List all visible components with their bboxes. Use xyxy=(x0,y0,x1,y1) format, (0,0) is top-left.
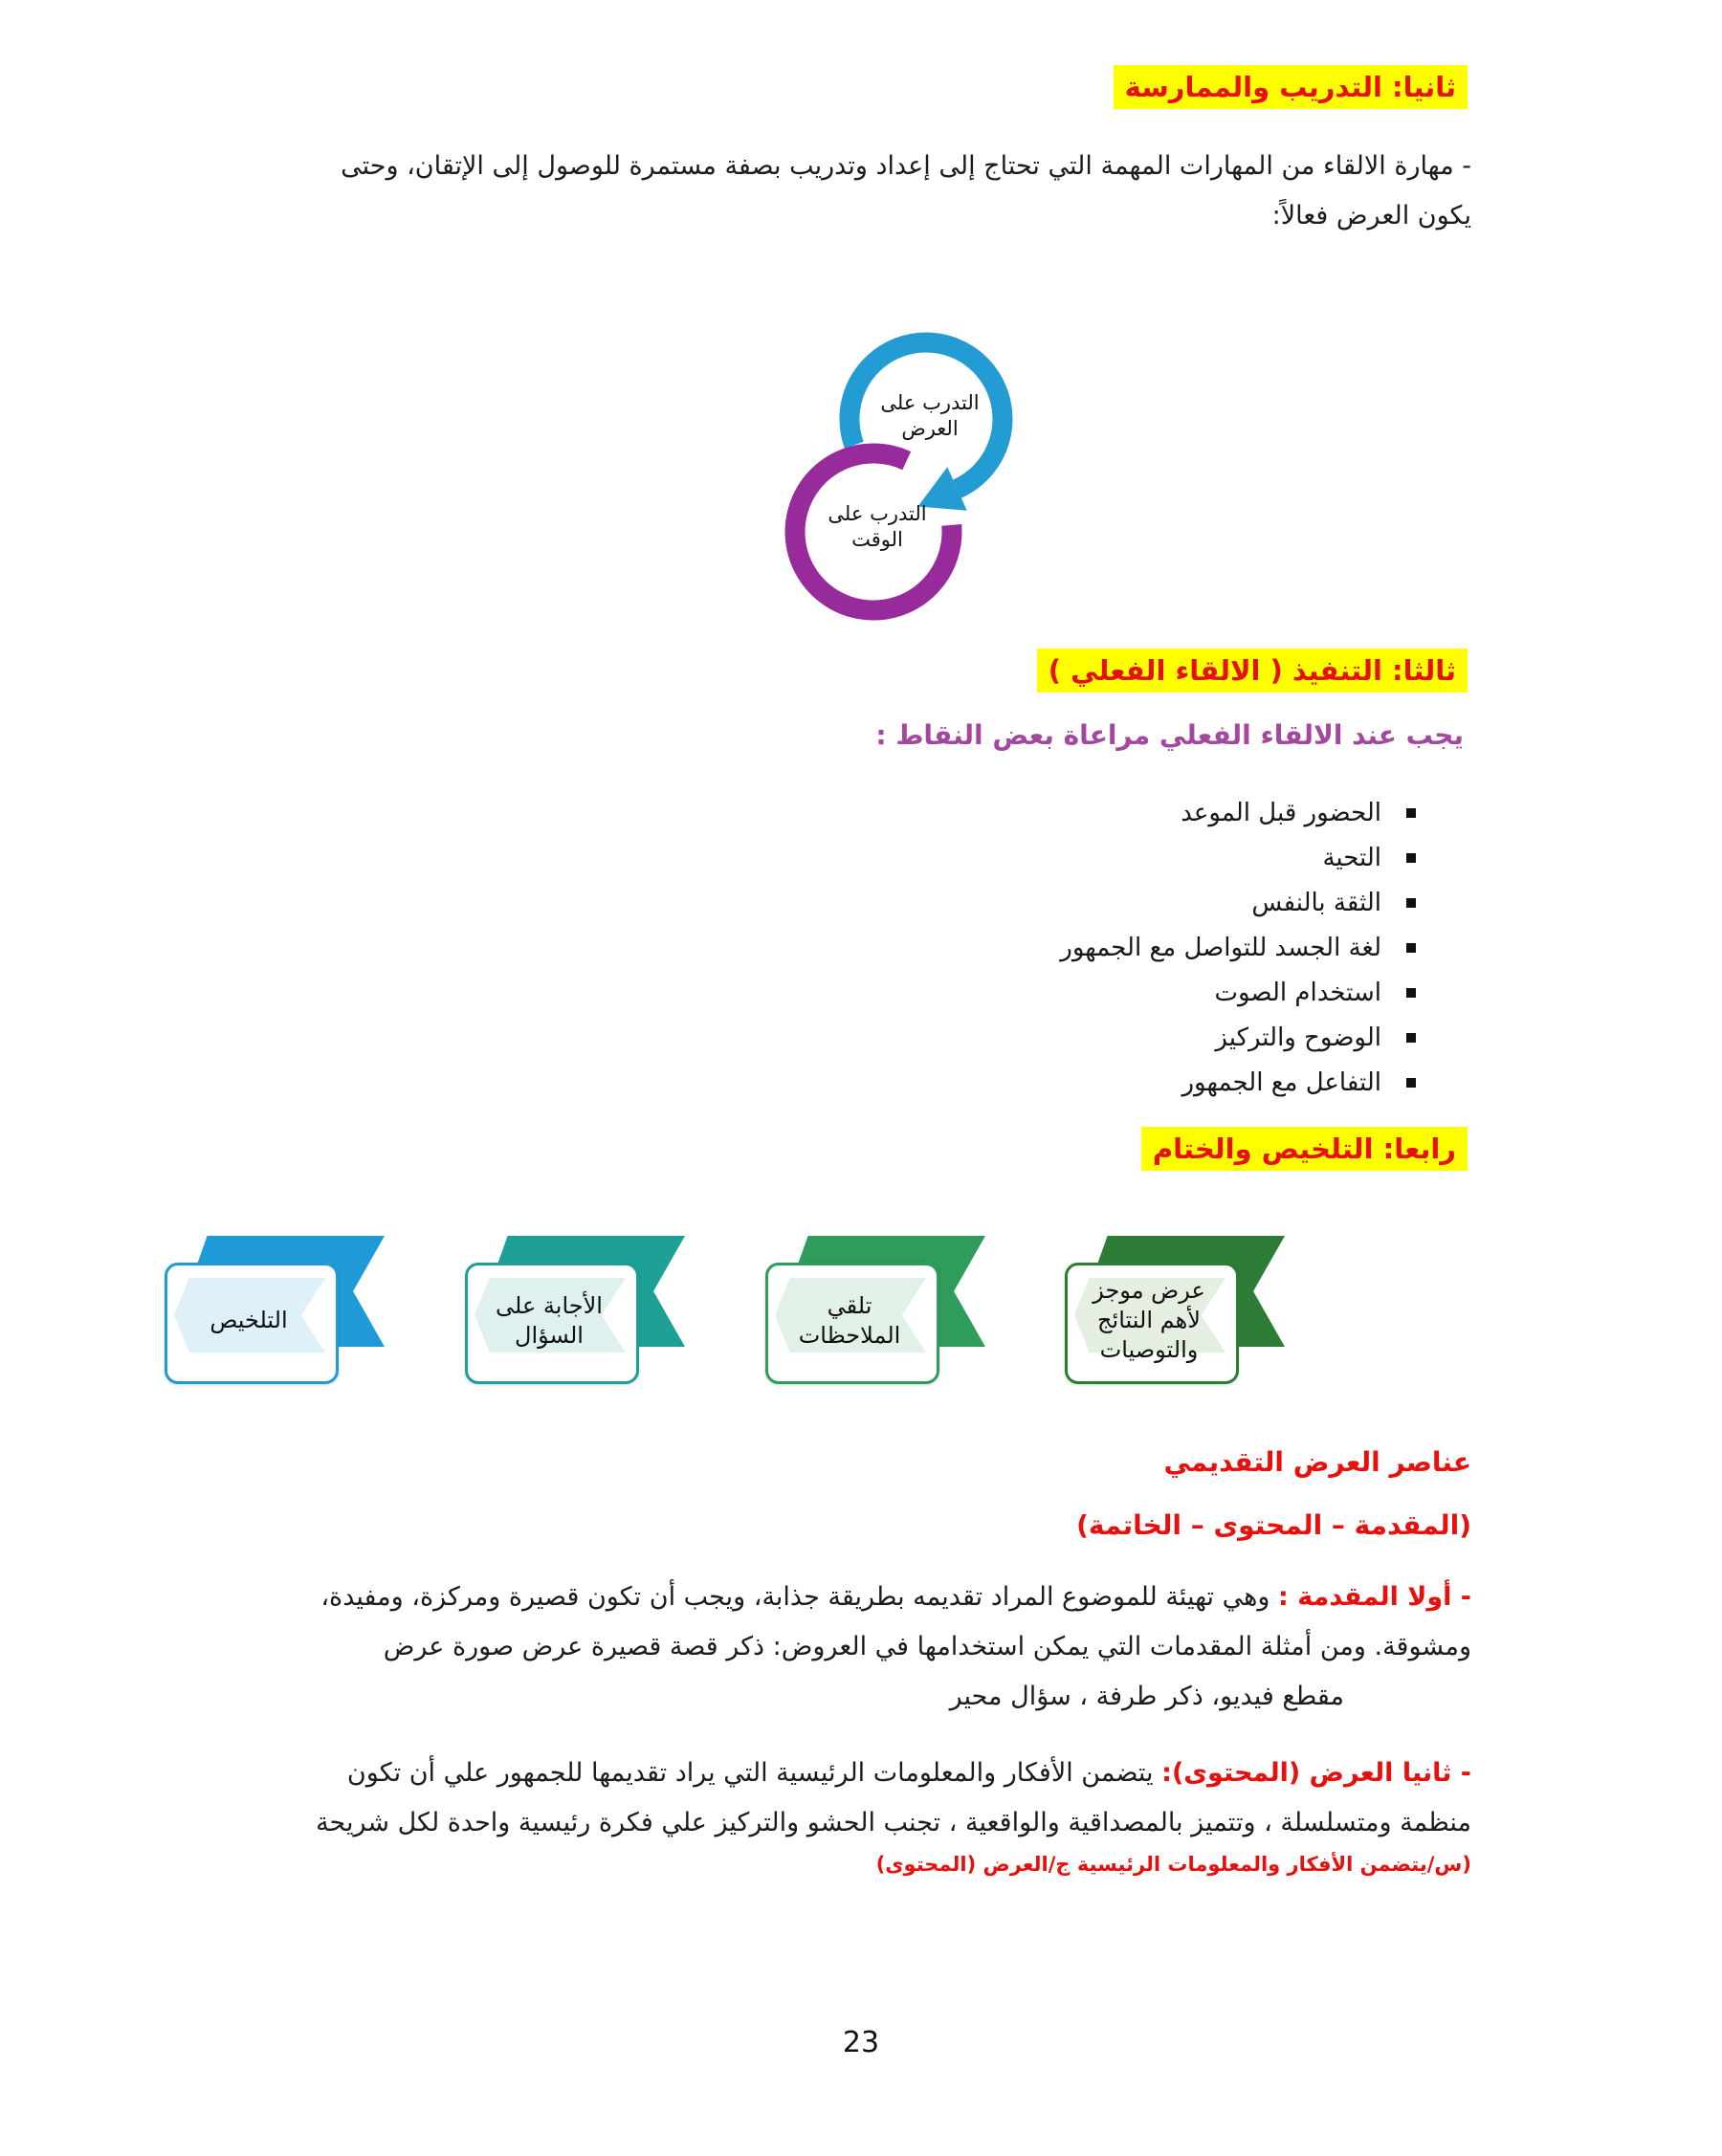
intro-line1: - أولا المقدمة : وهي تهيئة للموضوع المراد تقديمه بطريقة جذابة، ويجب أن تكون قصيرة ومركزة، ومفيدة، xyxy=(320,1582,1471,1612)
intro-lead: - أولا المقدمة : xyxy=(1278,1582,1471,1612)
list-item: التفاعل مع الجمهور xyxy=(1060,1060,1416,1105)
square-bullet-icon xyxy=(1406,943,1416,953)
intro-paragraph xyxy=(115,1573,1471,1722)
square-bullet-icon xyxy=(1406,1078,1416,1088)
stage-label: تلقي الملاحظات xyxy=(798,1291,901,1349)
content-line1: - ثانيا العرض (المحتوى): يتضمن الأفكار والمعلومات الرئيسية التي يراد تقديمها للجمهور علي أن تكون xyxy=(346,1758,1471,1788)
process-stage-receive-notes xyxy=(765,1236,987,1381)
square-bullet-icon xyxy=(1406,898,1416,908)
section-heading-summary: رابعا: التلخيص والختام xyxy=(1141,1127,1468,1171)
process-stage-summarize xyxy=(165,1236,386,1381)
square-bullet-icon xyxy=(1406,808,1416,818)
training-paragraph-line2: يكون العرض فعالاً: xyxy=(1271,201,1471,231)
content-line2: منظمة ومتسلسلة ، وتتميز بالمصداقية والواقعية ، تجنب الحشو والتركيز علي فكرة رئيسية واحدة لكل شريحة xyxy=(316,1808,1471,1837)
training-paragraph-line1: - مهارة الالقاء من المهارات المهمة التي تحتاج إلى إعداد وتدريب بصفة مستمرة للوصول إلى الإتقان، وحتى xyxy=(341,151,1471,181)
list-item: التحية xyxy=(1060,835,1416,880)
process-stage-brief-results xyxy=(1065,1236,1287,1381)
elements-subheading: (المقدمة – المحتوى – الخاتمة) xyxy=(1076,1509,1471,1541)
stage-label: الأجابة على السؤال xyxy=(496,1291,603,1349)
training-paragraph xyxy=(115,142,1471,241)
execution-bullet-list xyxy=(1060,790,1416,1105)
stage-label: عرض موجز لأهم النتائج والتوصيات xyxy=(1093,1277,1205,1363)
cycle-label-time: التدرب على الوقت xyxy=(828,502,927,551)
section-heading-execution: ثالثا: التنفيذ ( الالقاء الفعلي ) xyxy=(1037,649,1468,693)
process-stage-answer-question xyxy=(465,1236,687,1381)
square-bullet-icon xyxy=(1406,988,1416,998)
content-note: (س/يتضمن الأفكار والمعلومات الرئيسية ج/العرض (المحتوى) xyxy=(875,1853,1471,1876)
square-bullet-icon xyxy=(1406,853,1416,863)
stage-label: التلخيص xyxy=(210,1307,288,1333)
list-item: الوضوح والتركيز xyxy=(1060,1015,1416,1060)
cycle-label-presentation: التدرب على العرض xyxy=(880,391,980,440)
intro-line3: مقطع فيديو، ذكر طرفة ، سؤال محير xyxy=(949,1682,1344,1711)
elements-heading: عناصر العرض التقديمي xyxy=(1163,1446,1471,1478)
training-cycle-diagram xyxy=(746,316,1129,641)
content-lead: - ثانيا العرض (المحتوى): xyxy=(1161,1758,1471,1788)
intro-line2: ومشوقة. ومن أمثلة المقدمات التي يمكن استخدامها في العروض: ذكر قصة قصيرة عرض صورة عرض xyxy=(383,1632,1471,1661)
page-number: 23 xyxy=(842,2026,880,2059)
execution-subheading: يجب عند الالقاء الفعلي مراعاة بعض النقاط : xyxy=(875,719,1464,751)
square-bullet-icon xyxy=(1406,1033,1416,1043)
list-item: استخدام الصوت xyxy=(1060,970,1416,1015)
list-item: الحضور قبل الموعد xyxy=(1060,790,1416,835)
list-item: الثقة بالنفس xyxy=(1060,880,1416,925)
section-heading-training: ثانيا: التدريب والممارسة xyxy=(1114,65,1468,109)
list-item: لغة الجسد للتواصل مع الجمهور xyxy=(1060,925,1416,970)
content-paragraph xyxy=(115,1749,1471,1881)
